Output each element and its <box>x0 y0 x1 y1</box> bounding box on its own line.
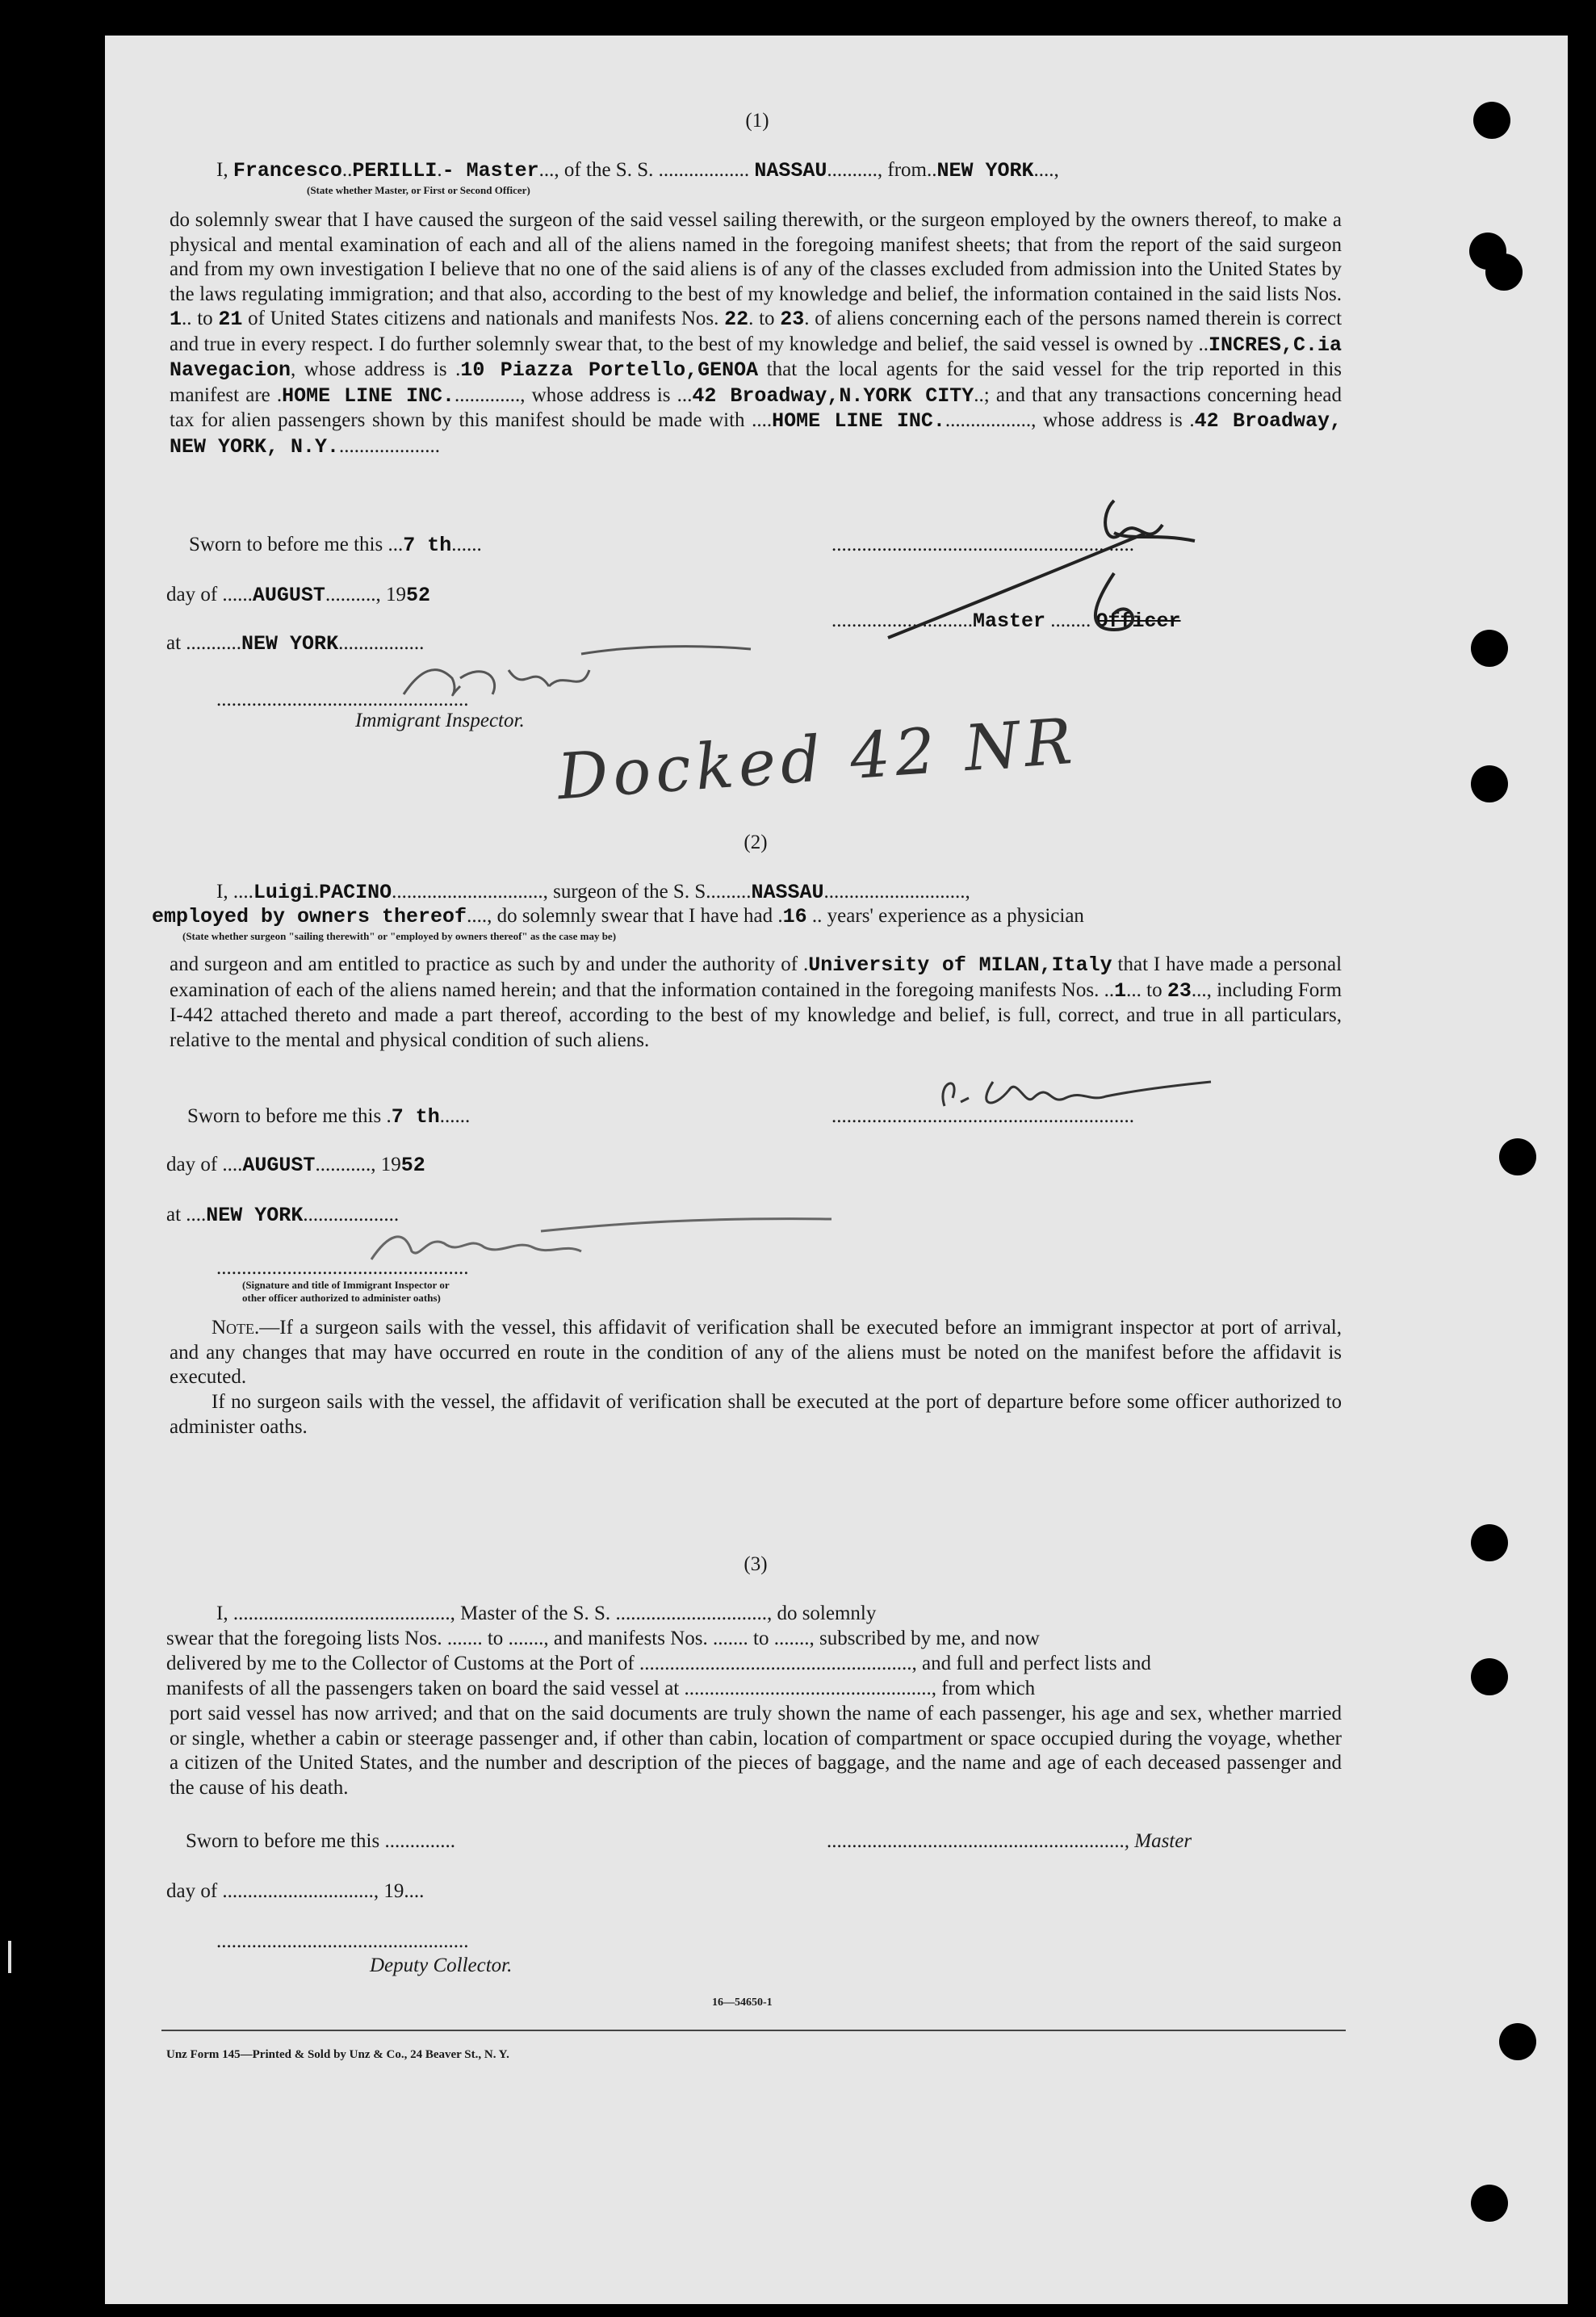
punch-hole-4 <box>1471 630 1508 667</box>
place-2: NEW YORK <box>206 1204 304 1227</box>
owner-address: 10 Piazza Portello,GENOA <box>460 358 759 382</box>
text: delivered by me to the Collector of Customs at the Port of <box>166 1653 635 1674</box>
deputy-sign-line: .................................................. <box>216 1930 469 1952</box>
signer-title: Master <box>973 610 1046 633</box>
headtax-agent: HOME LINE INC. <box>772 409 945 433</box>
text: , do solemnly <box>766 1603 877 1624</box>
s3-line-4: manifests of all the passengers taken on board the said vessel at ................................................., from which <box>166 1678 1036 1699</box>
text: , including Form I-442 attached thereto and made a part thereof, according to the best of my knowledge and belief, is full, correct, and true in all particulars, relative to the mental and physical condition of such aliens. <box>170 978 1343 1051</box>
section-1-body: do solemnly swear that I have caused the surgeon of the said vessel sailing therewith, or the surgeon employed by the owners thereof, to make a physical and mental examination of each and all of the aliens named in the foregoing manifest sheets; that from the report of the said surgeon and from my own investigation I believe that no one of the said aliens is of any of the classes excluded from admission into the United States by the laws regulating immigration; and that also, according to the best of my knowledge and belief, the information contained in the said lists Nos. 1.. to 21 of United States citizens and nationals and manifests Nos. 22. to 23. of aliens concerning each of the persons named therein is correct and true in every respect. I do further solemnly swear that, to the best of my knowledge and belief, the said vessel is owned by ..INCRES,C.ia Navegacion, whose address is .10 Piazza Portello,GENOA that the local agents for the said vessel for the trip reported in this manifest are .HOME LINE INC.............., whose address is ...42 Broadway,N.YORK CITY..; and that any transactions concerning head tax for alien passengers shown by this manifest should be made with ....HOME LINE INC.................., whose address is .42 Broadway, NEW YORK, N.Y..................... <box>170 209 1343 459</box>
inspector-sign-line-2: .................................................. <box>216 1257 469 1279</box>
surgeon-status-line: employed by owners thereof...., do solemnly swear that I have had .16 .. years' experience as a physician <box>152 905 1084 928</box>
headtax-address: 42 Broadway, NEW YORK, N.Y. <box>170 409 1343 459</box>
deputy-caption: Deputy Collector. <box>370 1955 513 1976</box>
surgeon-last: PACINO <box>319 881 392 904</box>
sig-line-2: ............................................................ <box>832 1105 1134 1127</box>
section-3-body <box>170 1702 1342 1800</box>
punch-hole-7 <box>1471 1524 1508 1561</box>
surgeon-caption: (State whether surgeon "sailing therewith" or "employed by owners thereof" as the case may be) <box>182 930 617 942</box>
text: 19 <box>385 584 406 605</box>
text: of aliens concerning each of the persons named therein is correct and true in every respect. I do further solemnly swear that, to the best of my knowledge and belief, the said vessel is owned by <box>170 308 1343 355</box>
text: do solemnly swear that I have caused the surgeon of the said vessel sailing therewith, or the surgeon employed by the owners thereof, to make a physical and mental examination of each and all of the aliens named in the foregoing manifest sheets; that from the report of the said surgeon and from my own investigation I believe that no one of the said aliens is of any of the classes excluded from admission into the United States by the laws regulating immigration; and that also, according to the best of my knowledge and belief, the information contained in the said lists Nos. <box>170 209 1342 305</box>
punch-hole-9 <box>1499 2023 1536 2060</box>
sworn-line-2: Sworn to before me this .7 th...... <box>187 1105 471 1129</box>
text: I, <box>216 881 228 903</box>
sworn-line-3: Sworn to before me this .............. <box>186 1830 455 1852</box>
text: , whose address is <box>291 358 447 380</box>
sig-caption-1: (Signature and title of Immigrant Inspector or <box>242 1279 450 1291</box>
inspector-sign-line: .................................................. <box>216 689 469 710</box>
master-surname: PERILLI <box>352 159 438 182</box>
text: Sworn to before me this <box>189 534 383 555</box>
handwritten-note: Docked 42 NR <box>555 705 1079 815</box>
text: , and manifests Nos. <box>543 1628 708 1649</box>
text: years' experience as a physician <box>827 905 1084 927</box>
punch-hole-6 <box>1499 1138 1536 1175</box>
inspector-signature-1 <box>387 638 759 710</box>
text: I, <box>216 1603 228 1624</box>
text: and surgeon and am entitled to practice as such by and under the authority of <box>170 953 798 975</box>
text: , 19 <box>373 1880 404 1902</box>
at-line-1: at ...........NEW YORK................. <box>166 632 425 656</box>
punch-hole-8 <box>1471 1658 1508 1695</box>
text: at <box>166 1204 182 1226</box>
note-paragraph <box>170 1316 1342 1390</box>
s3-line-3: delivered by me to the Collector of Customs at the Port of ......................................................, and full and perfect lists and <box>166 1653 1151 1674</box>
text: to <box>753 1628 769 1649</box>
agent-address: 42 Broadway,N.YORK CITY <box>692 383 974 408</box>
from-port: NEW YORK <box>936 159 1034 182</box>
text: , from which <box>931 1678 1036 1699</box>
surgeon-status: employed by owners thereof <box>152 905 467 928</box>
text: , subscribed by me, and now <box>809 1628 1040 1649</box>
at-line-2: at ....NEW YORK................... <box>166 1204 400 1227</box>
lists-to: 21 <box>218 308 243 331</box>
text: 19 <box>380 1154 401 1175</box>
punch-hole-3 <box>1485 253 1523 291</box>
text: I, <box>216 159 228 181</box>
text: to <box>1146 978 1162 1001</box>
text: at <box>166 632 182 654</box>
text: manifests of all the passengers taken on board the said vessel at <box>166 1678 680 1699</box>
master-role: - Master <box>442 159 539 182</box>
text: , and full and perfect lists and <box>911 1653 1151 1674</box>
text: , Master of the S. S. <box>450 1603 611 1624</box>
sig-caption-2: other officer authorized to administer oaths) <box>242 1292 441 1304</box>
text: to <box>197 308 213 329</box>
month-2: AUGUST <box>242 1154 316 1177</box>
text: to <box>759 308 775 329</box>
note-label: Note. <box>212 1317 260 1339</box>
vessel-name: NASSAU <box>754 159 827 182</box>
officer-struck: Officer <box>1095 610 1181 633</box>
dayof-line-1: day of ......AUGUST.........., 1952 <box>166 584 430 607</box>
manifest-from-2: 1 <box>1114 978 1127 1003</box>
text: Sworn to before me this <box>186 1830 380 1852</box>
master-name: Francesco <box>232 159 342 182</box>
section-3-number: (3) <box>744 1553 768 1575</box>
text: , of the S. S. <box>554 159 654 181</box>
master-label: , Master <box>1124 1830 1192 1852</box>
text: , surgeon of the S. S. <box>542 881 711 903</box>
text: —If a surgeon sails with the vessel, this affidavit of verification shall be executed before an immigrant inspector at port of arrival, and any changes that may have occurred en route in the condition of any of the aliens must be noted on the manifest before the affidavit is executed. <box>170 1317 1342 1388</box>
punch-hole-1 <box>1473 102 1510 139</box>
text: day of <box>166 1154 218 1175</box>
agent: HOME LINE INC. <box>282 383 455 408</box>
master-sign-line: ............................Master ........ Officer <box>832 610 1181 633</box>
sworn-day: 7 th <box>403 534 452 557</box>
footer-rule <box>161 2030 1346 2031</box>
section-1-number: (1) <box>745 110 769 132</box>
text: to <box>487 1628 504 1649</box>
dayof-line-2: day of ....AUGUST..........., 1952 <box>166 1154 425 1177</box>
text: ; and that any transactions concerning head tax for alien passengers shown by this manifest should be made with <box>170 383 1343 431</box>
sig-line-1: ............................................................ <box>832 534 1134 555</box>
inspector-caption: Immigrant Inspector. <box>355 710 525 731</box>
year: 52 <box>405 584 430 607</box>
text: port said vessel has now arrived; and that on the said documents are truly shown the name of each passenger, his age and sex, whether married or single, whether a cabin or steerage passenger and, if other than cabin, location of compartment or space occupied during the voyage, whether a citizen of the United States, and the number and description of the pieces of baggage, and the name and age of each deceased passenger and the cause of his death. <box>170 1703 1342 1799</box>
master-line: I, Francesco..PERILLI.- Master..., of the S. S. .................. NASSAU.........., from..NEW YORK...., <box>216 159 1059 182</box>
left-edge-mark <box>8 1941 11 1973</box>
text: that the local agents for the said vessel for the trip reported in this manifest are <box>170 358 1342 406</box>
s3-line-2: swear that the foregoing lists Nos. ....... to ......., and manifests Nos. ....... to ......., subscribed by me, and now <box>166 1628 1040 1649</box>
surgeon-line: I, ....Luigi.PACINO.............................., surgeon of the S. S.........NASSAU............................, <box>216 881 970 904</box>
owner: INCRES,C.ia Navegacion <box>170 333 1342 382</box>
place: NEW YORK <box>241 632 339 656</box>
master-caption: (State whether Master, or First or Second Officer) <box>307 184 530 196</box>
text: swear that the foregoing lists Nos. <box>166 1628 442 1649</box>
authority: University of MILAN,Italy <box>808 953 1112 977</box>
printer-line: Unz Form 145—Printed & Sold by Unz & Co., 24 Beaver St., N. Y. <box>166 2048 509 2061</box>
text: If no surgeon sails with the vessel, the affidavit of verification shall be executed at the port of departure before some officer authorized to administer oaths. <box>170 1391 1342 1438</box>
master-line-3: ..........................................................., Master <box>827 1830 1192 1852</box>
text: that I have made a personal examination of each of the aliens named herein; and that the information contained in the foregoing manifests Nos. <box>170 953 1343 1001</box>
text: day of <box>166 1880 218 1902</box>
text: day of <box>166 584 218 605</box>
surgeon-vessel: NASSAU <box>751 881 824 904</box>
sworn-line-1: Sworn to before me this ...7 th...... <box>189 534 482 557</box>
note-paragraph-2 <box>170 1390 1342 1439</box>
text: whose address is <box>531 383 671 406</box>
text: , from <box>877 159 927 181</box>
punch-hole-5 <box>1471 765 1508 802</box>
month: AUGUST <box>252 584 325 607</box>
lists-from: 1 <box>170 308 182 331</box>
form-number: 16—54650-1 <box>712 1996 773 2009</box>
master-signature <box>872 484 1211 646</box>
surgeon-first: Luigi <box>253 881 314 904</box>
dayof-line-3: day of .............................., 19.... <box>166 1880 425 1902</box>
sworn-day-2: 7 th <box>391 1105 440 1129</box>
section-2-body: and surgeon and am entitled to practice as such by and under the authority of .University of MILAN,Italy that I have made a personal examination of each of the aliens named herein; and that the information contained in the foregoing manifests Nos. ..1... to 23..., including Form I-442 attached thereto and made a part thereof, according to the best of my knowledge and belief, is full, correct, and true in all particulars, relative to the mental and physical condition of such aliens. <box>170 953 1343 1051</box>
text: of United States citizens and nationals and manifests Nos. <box>248 308 719 329</box>
punch-hole-10 <box>1471 2185 1508 2222</box>
years: 16 <box>782 905 807 928</box>
manifests-to: 23 <box>780 308 805 331</box>
manifest-to-2: 23 <box>1167 978 1192 1003</box>
text: Sworn to before me this <box>187 1105 382 1127</box>
year-2: 52 <box>400 1154 425 1177</box>
s3-line-1: I, ..........................................., Master of the S. S. .............................., do solemnly <box>216 1603 877 1624</box>
text: , do solemnly swear that I have had <box>487 905 773 927</box>
surgeon-signature <box>928 1066 1219 1114</box>
section-2-number: (2) <box>744 832 768 853</box>
manifests-from: 22 <box>724 308 749 331</box>
